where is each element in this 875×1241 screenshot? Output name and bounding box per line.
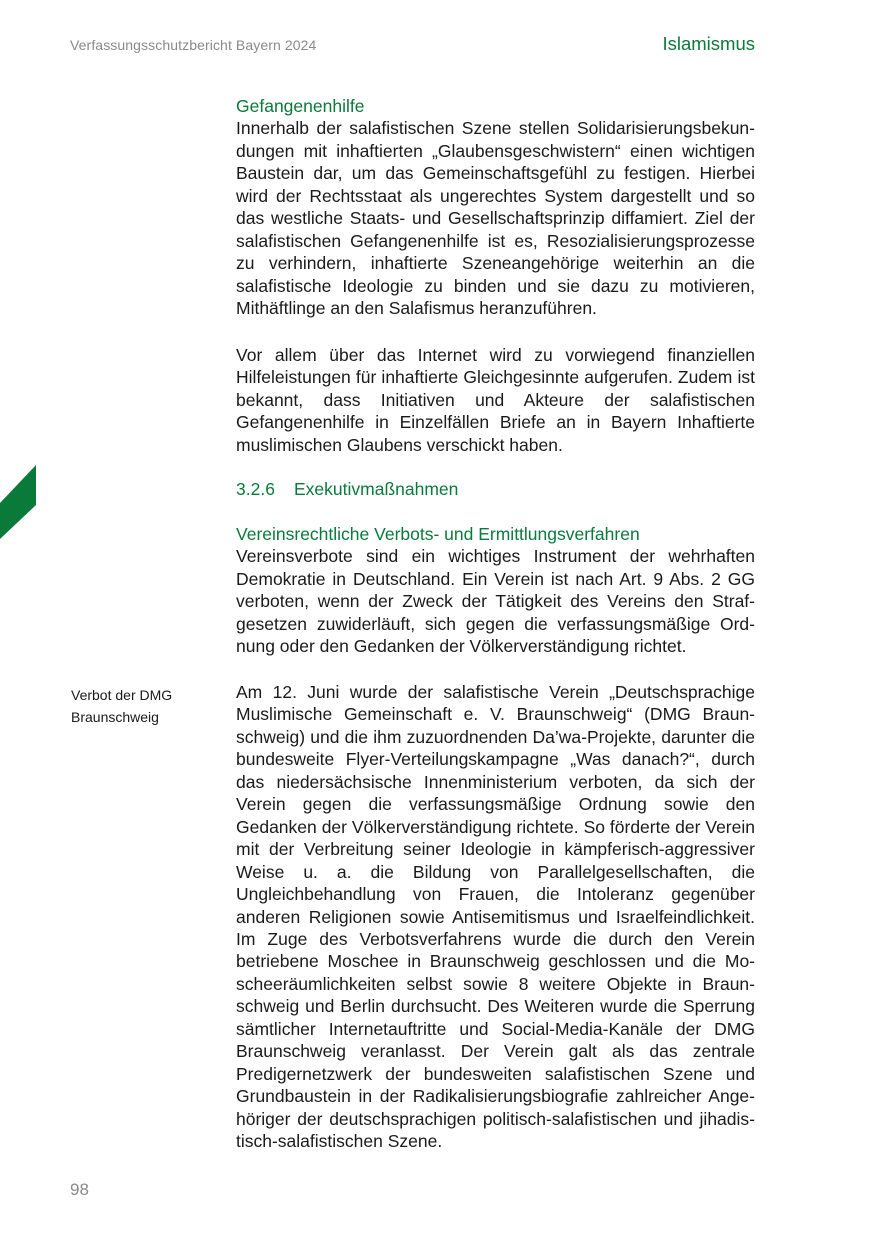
paragraph-gefangenenhilfe-1: Innerhalb der salafistischen Szene stellen Solidarisierungsbekundungen mit inhaftierten „Glaubensgeschwistern“ einen wichtigen Baustein dar, um das Gemeinschaftsgefühl zu festigen. Hierbei wird der Rechtsstaat als ungerechtes System dargestellt und so das westliche Staats- und Gesellschaftsprinzip diffamiert. Ziel der salafistischen Gefangenenhilfe ist es, Resozialisierungsprozesse zu verhindern, inhaftierte Szeneangehörige weiterhin an die salafistische Ideologie zu binden und sie dazu zu motivieren, Mithäftlinge an den Salafismus heranzuführen. xyxy=(236,118,755,319)
gefangenenhilfe-section xyxy=(236,95,755,319)
paragraph-gefangenenhilfe-2: Vor allem über das Internet wird zu vorwiegend finanziellen Hilfeleistungen für inhaftierte Gleichgesinnte aufgerufen. Zudem ist bekannt, dass Initiativen und Akteure der salafistischen Gefangenenhilfe in Einzelfällen Briefe an in Bayern Inhaftierte muslimischen Glaubens verschickt haben. xyxy=(236,345,755,455)
gefangenenhilfe-section-2 xyxy=(236,344,755,456)
vereinsrecht-section xyxy=(236,523,755,658)
section-title: Exekutivmaßnahmen xyxy=(294,479,459,499)
report-title: Verfassungsschutzbericht Bayern 2024 xyxy=(70,37,317,53)
section-number: 3.2.6 xyxy=(236,479,275,499)
dmg-section xyxy=(236,681,755,1153)
chapter-tab-marker xyxy=(0,465,36,539)
section-heading-326 xyxy=(236,478,755,500)
paragraph-vereinsrecht-1: Vereinsverbote sind ein wichtiges Instrument der wehrhaften Demokratie in Deutschland. Ein Verein ist nach Art. 9 Abs. 2 GG verboten, wenn der Zweck der Tätigkeit des Vereins den Strafgesetzen zuwiderläuft, sich gegen die verfassungsmäßige Ordnung oder den Gedanken der Völkerverständigung richtet. xyxy=(236,546,755,657)
subheading-gefangenenhilfe: Gefangenenhilfe xyxy=(236,96,365,116)
subheading-vereinsrecht: Vereinsrechtliche Verbots- und Ermittlungsverfahren xyxy=(236,524,640,544)
page-number: 98 xyxy=(70,1180,89,1199)
margin-note: Verbot der DMG Braunschweig xyxy=(71,687,173,725)
chapter-title: Islamismus xyxy=(662,33,755,54)
paragraph-dmg-verbot: Am 12. Juni wurde der salafistische Verein „Deutschsprachige Muslimische Gemeinschaft e. V. Braunschweig“ (DMG Braunschweig) und die ihm zuzuordnenden Da’wa-Projekte, darunter die bundesweite Flyer-Verteilungskampagne „Was danach?“, durch das niedersächsische Innenministerium verboten, da sich der Verein gegen die verfassungsmäßige Ordnung sowie den Gedanken der Völkerverständigung richtete. So förderte der Verein mit der Verbreitung seiner Ideologie in kämpferisch-aggressiver Weise u. a. die Bildung von Parallelgesellschaften, die Ungleichbehandlung von Frauen, die Intoleranz gegenüber anderen Religionen sowie Antisemitismus und Israelfeindlichkeit. Im Zuge des Verbotsverfahrens wurde die durch den Verein betriebene Moschee in Braunschweig geschlossen und die Moscheeräumlichkeiten selbst sowie 8 weitere Objekte in Braunschweig und Berlin durchsucht. Des Weiteren wurde die Sperrung sämtlicher Internetauftritte und Social-Media-Kanäle der DMG Braunschweig veranlasst. Der Verein galt als das zentrale Predigernetzwerk der bundesweiten salafistischen Szene und Grundbaustein in der Radikalisierungsbiografie zahlreicher Angehöriger der deutschsprachigen politisch-salafistischen und jihadistisch-salafistischen Szene. xyxy=(236,682,755,1152)
